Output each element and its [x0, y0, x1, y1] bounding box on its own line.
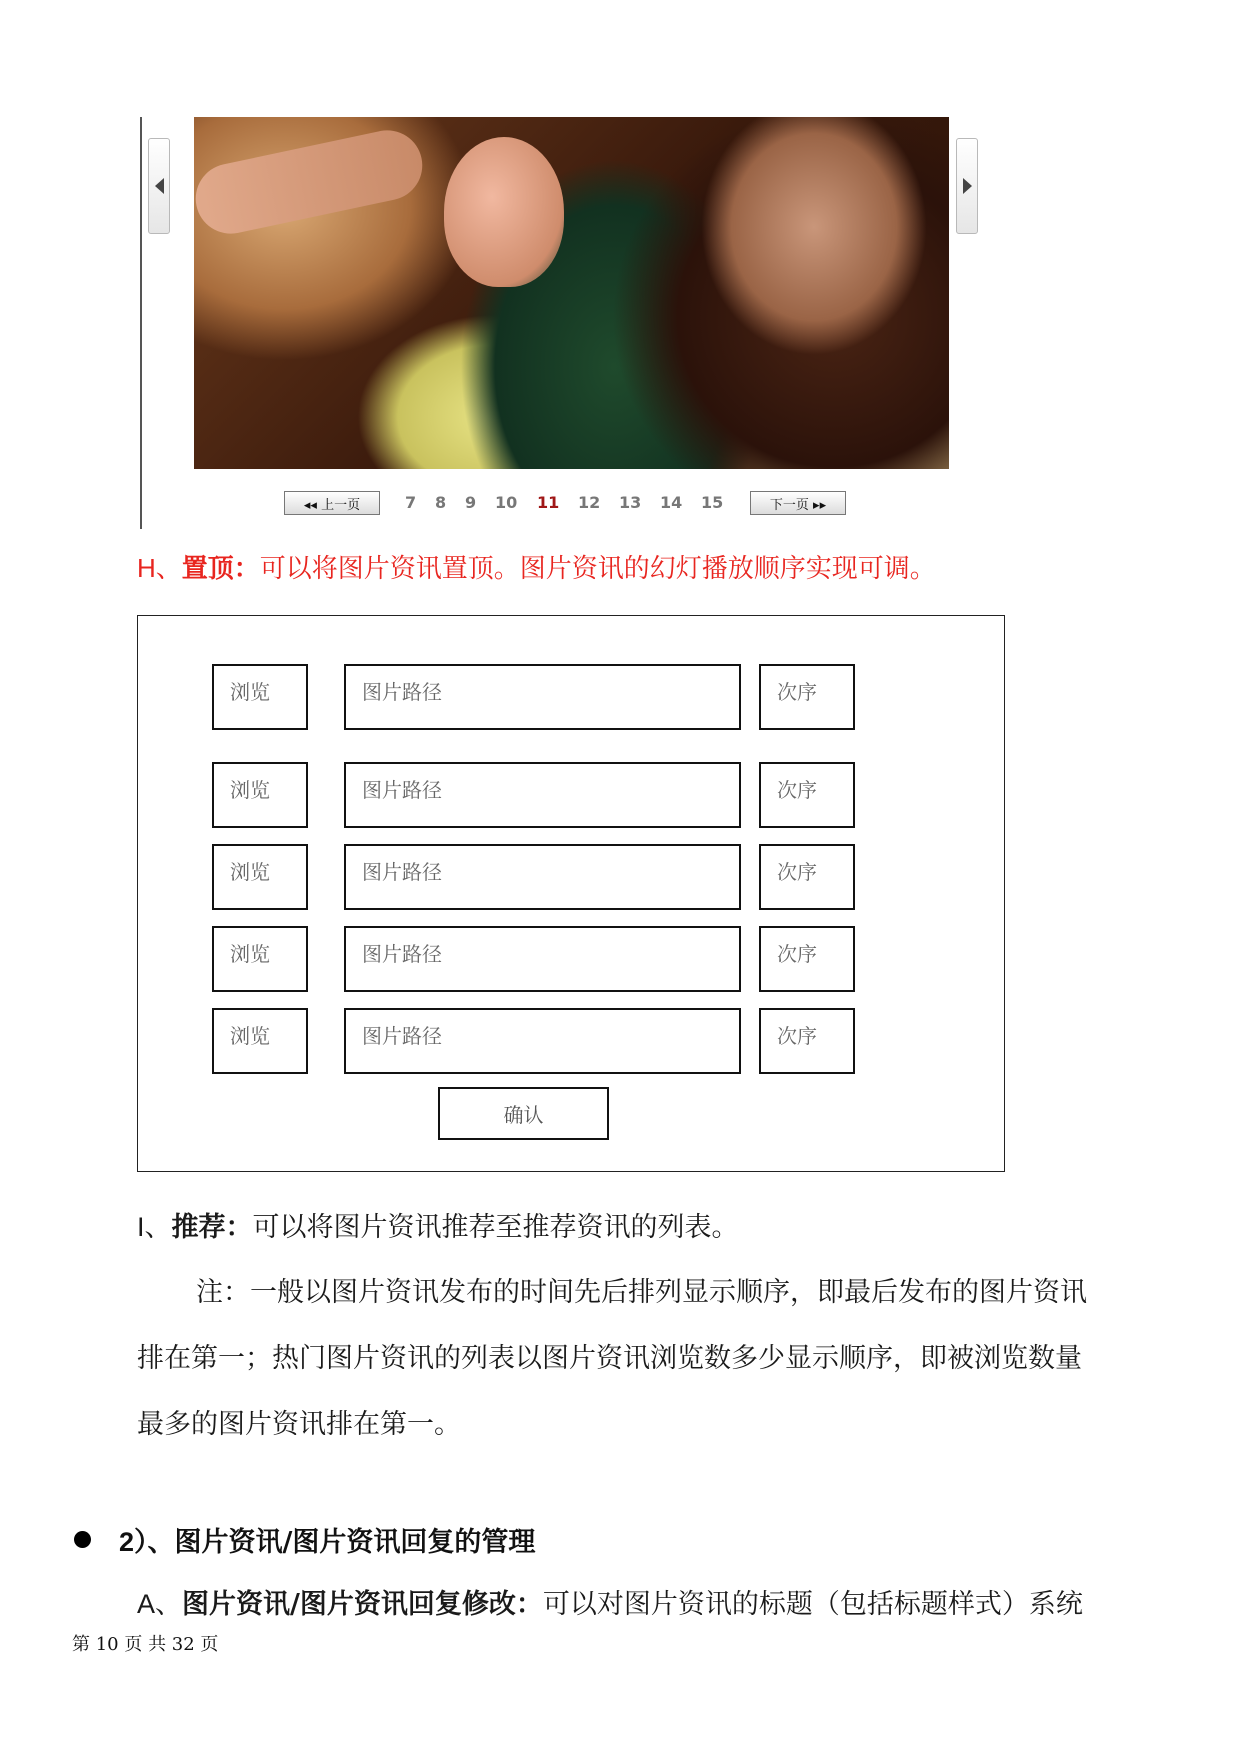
pager-page-14[interactable]: 14 — [660, 493, 683, 512]
order-field[interactable]: 次序 — [759, 664, 855, 730]
section-2-title: 图片资讯/图片资讯回复的管理 — [174, 1527, 536, 1558]
section-h-line — [137, 548, 936, 585]
confirm-button[interactable]: 确认 — [438, 1087, 609, 1140]
browse-button[interactable]: 浏览 — [212, 664, 308, 730]
section-h-term: 置顶： — [181, 554, 260, 584]
chevron-right-icon — [963, 178, 972, 194]
browse-button[interactable]: 浏览 — [212, 1008, 308, 1074]
section-2-number: 2）、 — [119, 1527, 175, 1557]
pager-next-button[interactable]: 下一页 ▸▸ — [750, 491, 846, 515]
section-a-text: 可以对图片资讯的标题（包括标题样式）系统 — [542, 1589, 1083, 1620]
slideshow-prev-arrow[interactable] — [148, 138, 170, 234]
section-i-prefix: I、 — [137, 1212, 172, 1242]
section-a-term: 图片资讯/图片资讯回复修改： — [182, 1589, 543, 1620]
note-line-2: 排在第一；热门图片资讯的列表以图片资讯浏览数多少显示顺序，即被浏览数量 — [137, 1343, 1082, 1374]
pager-page-8[interactable]: 8 — [435, 493, 447, 512]
image-path-field[interactable]: 图片路径 — [344, 844, 741, 910]
section-i-text: 可以将图片资讯推荐至推荐资讯的列表。 — [252, 1212, 739, 1243]
pager-prev-button[interactable]: ◂◂ 上一页 — [284, 491, 380, 515]
pager-page-15[interactable]: 15 — [701, 493, 724, 512]
note-line-3: 最多的图片资讯排在第一。 — [137, 1409, 461, 1440]
image-path-field[interactable]: 图片路径 — [344, 926, 741, 992]
section-h-text: 可以将图片资讯置顶。图片资讯的幻灯播放顺序实现可调。 — [259, 554, 936, 584]
order-field[interactable]: 次序 — [759, 926, 855, 992]
pager-page-7[interactable]: 7 — [405, 493, 417, 512]
figure-left-rule — [140, 117, 142, 529]
note-line-1: 注：一般以图片资讯发布的时间先后排列显示顺序，即最后发布的图片资讯 — [196, 1277, 1087, 1308]
image-path-field[interactable]: 图片路径 — [344, 1008, 741, 1074]
browse-button[interactable]: 浏览 — [212, 926, 308, 992]
image-path-field[interactable]: 图片路径 — [344, 664, 741, 730]
browse-button[interactable]: 浏览 — [212, 762, 308, 828]
section-a-line — [137, 1582, 1083, 1621]
page-footer: 第 10 页 共 32 页 — [72, 1634, 219, 1655]
slideshow-next-arrow[interactable] — [956, 138, 978, 234]
pager-page-10[interactable]: 10 — [495, 493, 518, 512]
section-i-line — [137, 1205, 739, 1244]
bullet-icon — [74, 1531, 91, 1548]
section-h-prefix: H、 — [137, 553, 182, 583]
pager-page-13[interactable]: 13 — [619, 493, 642, 512]
pager-page-9[interactable]: 9 — [465, 493, 477, 512]
order-field[interactable]: 次序 — [759, 844, 855, 910]
section-i-term: 推荐： — [171, 1212, 253, 1243]
pager-page-current[interactable]: 11 — [537, 493, 560, 512]
chevron-left-icon — [155, 178, 164, 194]
slideshow-photo — [194, 117, 949, 469]
pager-page-12[interactable]: 12 — [578, 493, 601, 512]
section-a-prefix: A、 — [137, 1589, 183, 1619]
image-path-field[interactable]: 图片路径 — [344, 762, 741, 828]
order-field[interactable]: 次序 — [759, 1008, 855, 1074]
section-2-heading — [74, 1520, 535, 1559]
order-field[interactable]: 次序 — [759, 762, 855, 828]
browse-button[interactable]: 浏览 — [212, 844, 308, 910]
